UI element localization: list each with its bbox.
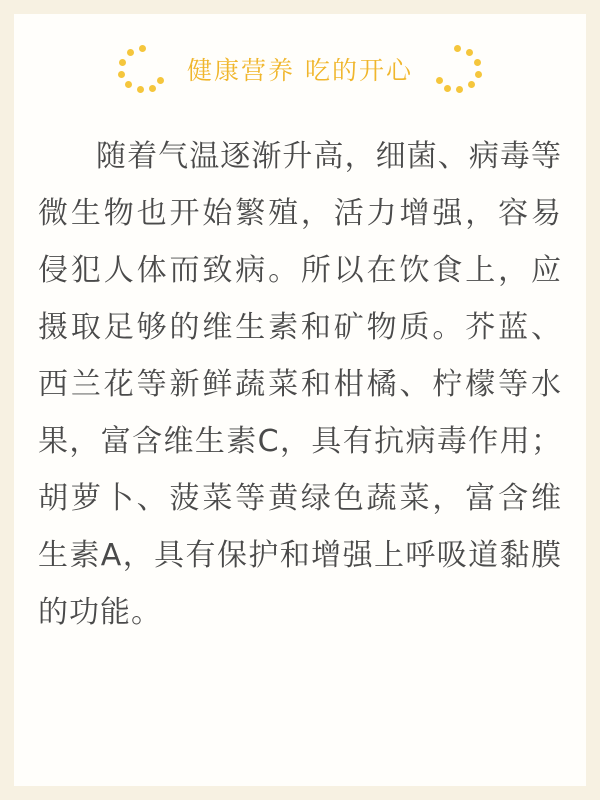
frame-border-bottom — [0, 786, 600, 800]
page-title: 健康营养 吃的开心 — [187, 56, 413, 85]
article-body-text: 随着气温逐渐升高，细菌、病毒等微生物也开始繁殖，活力增强，容易侵犯人体而致病。所以在饮食上，应摄取足够的维生素和矿物质。芥蓝、西兰花等新鲜蔬菜和柑橘、柠檬等水果，富含维生素C，具有抗病毒作用；胡萝卜、菠菜等黄绿色蔬菜，富含维生素A，具有保护和增强上呼吸道黏膜的功能。 — [38, 139, 562, 630]
frame-border-top — [0, 0, 600, 14]
frame-border-right — [586, 0, 600, 800]
poster-header — [0, 34, 600, 104]
article-body-container — [38, 128, 562, 641]
dot-ring-icon-left — [115, 41, 171, 97]
frame-border-left — [0, 0, 14, 800]
dot-ring-icon-right — [429, 41, 485, 97]
